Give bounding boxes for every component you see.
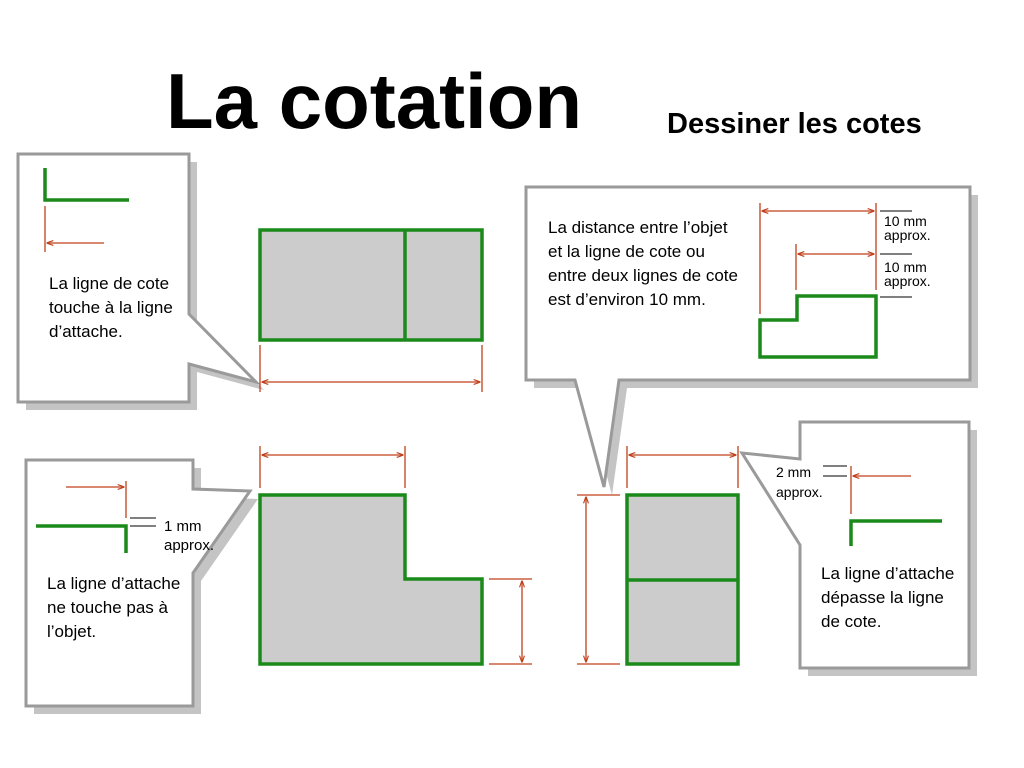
- object-rectangle-right: [627, 495, 738, 664]
- label-10mm-first: [884, 214, 931, 242]
- dimension-top-rectangle: [260, 345, 482, 392]
- label-1mm: [164, 517, 214, 555]
- label-2mm-value: 2 mm: [776, 464, 811, 480]
- page-title: La cotation: [166, 57, 583, 145]
- dimension-right-rectangle-left: [577, 495, 620, 664]
- dimension-l-shape-top: [260, 446, 405, 488]
- page-subtitle: Dessiner les cotes: [667, 108, 922, 140]
- label-1mm-approx: approx.: [164, 537, 215, 554]
- dimension-l-shape-right: [489, 579, 532, 664]
- label-2mm-approx: approx.: [776, 484, 823, 500]
- label-10mm-second: [884, 260, 931, 288]
- callout-bottom-right-text: La ligne d’attache dépasse la ligne de cote.: [821, 564, 955, 631]
- object-rectangle-top: [260, 230, 482, 340]
- label-2mm: [776, 462, 823, 502]
- label-10mm-second-approx: approx.: [884, 273, 931, 289]
- label-1mm-value: 1 mm: [164, 518, 202, 535]
- object-l-shape: [260, 495, 482, 664]
- label-10mm-first-value: 10 mm: [884, 213, 927, 229]
- label-10mm-second-value: 10 mm: [884, 259, 927, 275]
- callout-top-right-text: La distance entre l’objet et la ligne de cote ou entre deux lignes de cote est d’environ 10 mm.: [548, 218, 738, 309]
- callout-bottom-left-text: La ligne d’attache ne touche pas à l’objet.: [47, 574, 181, 641]
- dimension-right-rectangle-top: [627, 446, 738, 488]
- callout-top-left-text: La ligne de cote touche à la ligne d’attache.: [49, 274, 173, 341]
- label-10mm-first-approx: approx.: [884, 227, 931, 243]
